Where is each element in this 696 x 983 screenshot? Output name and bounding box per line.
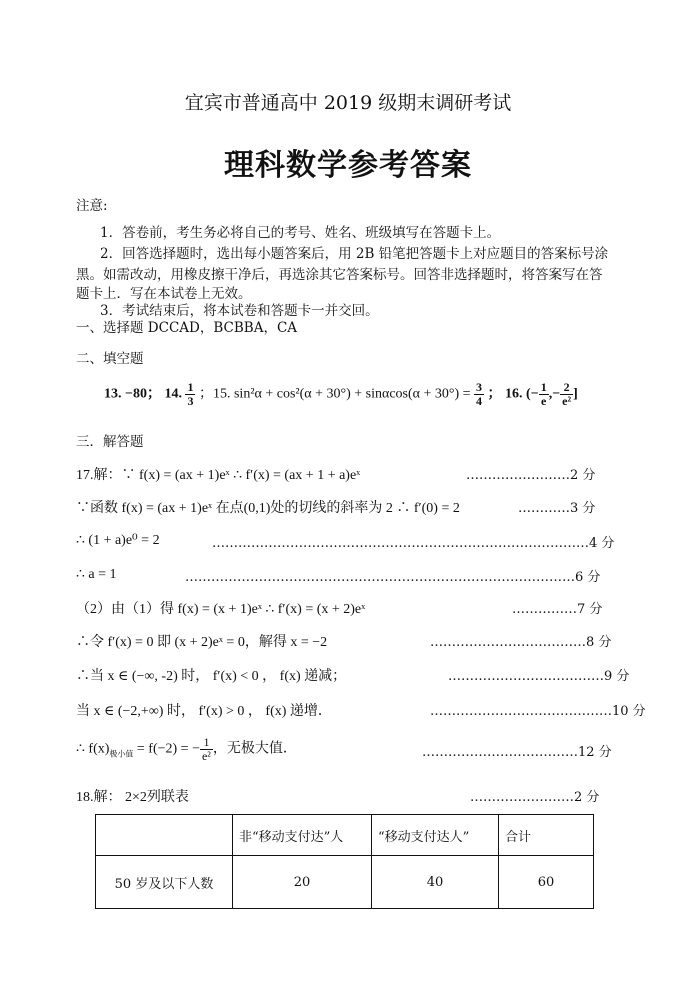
sol-line-7-score: ………………………………9 分 (448, 669, 630, 684)
table-cell: 40 (372, 856, 499, 909)
sol-line-7: ∴当 x ∈ (−∞, -2) 时， f′(x) < 0 ， f(x) 递减； (76, 669, 347, 684)
q15-fraction: $\frac{3}{4}$ (476, 380, 483, 408)
q14-fraction: $\frac{1}{3}$ (187, 380, 194, 408)
sol-line-1-score: ……………………2 分 (466, 468, 596, 483)
sol-line-6: ∴令 f′(x) = 0 即 (x + 2)eˣ = 0，解得 x = −2 (76, 635, 328, 650)
table-header-cell (96, 815, 233, 856)
contingency-table (95, 814, 594, 909)
sol-line-4: ∴ a = 1 (76, 567, 117, 582)
doc-title: 理科数学参考答案 (224, 148, 472, 183)
notice-item-3: 3．考试结束后，将本试卷和答题卡一并交回。 (100, 303, 379, 319)
table-header-cell: 合计 (499, 815, 594, 856)
sol-line-5: （2）由（1）得 f(x) = (x + 1)eˣ ∴ f′(x) = (x + 2)eˣ (76, 602, 366, 617)
table-header-cell: 非“移动支付达”人 (233, 815, 372, 856)
notice-item-2-line-1: 2．回答选择题时，选出每小题答案后，用 2B 铅笔把答题卡上对应题目的答案标号涂 (100, 246, 609, 262)
fill-answers-line (104, 381, 578, 408)
sol-line-8: 当 x ∈ (−2,+∞) 时， f′(x) > 0 ， f(x) 递增． (76, 704, 332, 719)
exam-title: 宜宾市普通高中 2019 级期末调研考试 (184, 92, 512, 114)
table-header-cell: “移动支付达人” (372, 815, 499, 856)
q16-fraction-1: $\frac{1}{e}$ (540, 380, 547, 408)
sol-line-9: ∴ $f(x)_{极小值} = f(-2)$ = − $\frac{1}{\text{e²}}$ ，无极大值． (76, 735, 297, 763)
sol-line-5-score: ……………7 分 (512, 602, 603, 617)
sol-line-4-score: ………………………………………………………………………………6 分 (185, 570, 601, 585)
section-choice-answers: 一、选择题 DCCAD，BCBBA，CA (76, 320, 298, 336)
sol-line-1: 17.解：∵ f(x) = (ax + 1)eˣ ∴ f′(x) = (ax + 1 + a)eˣ (76, 468, 361, 483)
table-row (96, 856, 594, 909)
sol-line-3: ∴ (1 + a)e⁰ = 2 (76, 533, 160, 548)
q16-fraction-2: $\frac{2}{\text{e²}}$ (562, 380, 572, 408)
notice-label: 注意: (76, 198, 108, 214)
q16-mid: ,− (548, 386, 561, 402)
min-value-fraction: $\frac{1}{\text{e²}}$ (201, 735, 211, 763)
notice-item-2-line-3: 题卡上．写在本试卷上无效。 (76, 286, 252, 302)
sol-line-10-score: ……………………2 分 (470, 790, 600, 805)
q15-answer: ；15. sin²α + cos²(α + 30°) + sinαcos(α + 30°) = (198, 386, 471, 402)
table-row (96, 815, 594, 856)
section-solve-heading: 三．解答题 (76, 434, 144, 450)
sol-line-2-score: …………3 分 (518, 501, 596, 516)
table-cell: 60 (499, 856, 594, 909)
notice-item-1: 1．答卷前，考生务必将自己的考号、姓名、班级填写在答题卡上。 (100, 225, 501, 241)
q14-label: 14. (164, 386, 182, 402)
q13-answer: 13. −80； (104, 386, 161, 402)
sol-line-8-score: ……………………………………10 分 (430, 704, 646, 719)
sol-line-6-score: ………………………………8 分 (430, 635, 612, 650)
min-value-subscript: 极小值 (109, 749, 134, 759)
sol-line-3-score: ……………………………………………………………………………4 分 (212, 536, 615, 551)
q16-end: ] (573, 386, 578, 402)
q16-label: ； 16. (− (487, 386, 539, 402)
sol-line-10: 18.解： 2×2列联表 (76, 790, 189, 805)
table-cell: 20 (233, 856, 372, 909)
table-cell: 50 岁及以下人数 (96, 856, 233, 909)
section-fill-heading: 二、填空题 (76, 351, 144, 367)
sol-line-9-score: ………………………………12 分 (422, 745, 612, 760)
notice-item-2-line-2: 黑。如需改动，用橡皮擦干净后，再选涂其它答案标号。回答非选择题时，将答案写在答 (76, 267, 603, 283)
sol-line-2: ∵函数 f(x) = (ax + 1)eˣ 在点(0,1)处的切线的斜率为 2 ∴ f′(0) = 2 (76, 501, 460, 516)
